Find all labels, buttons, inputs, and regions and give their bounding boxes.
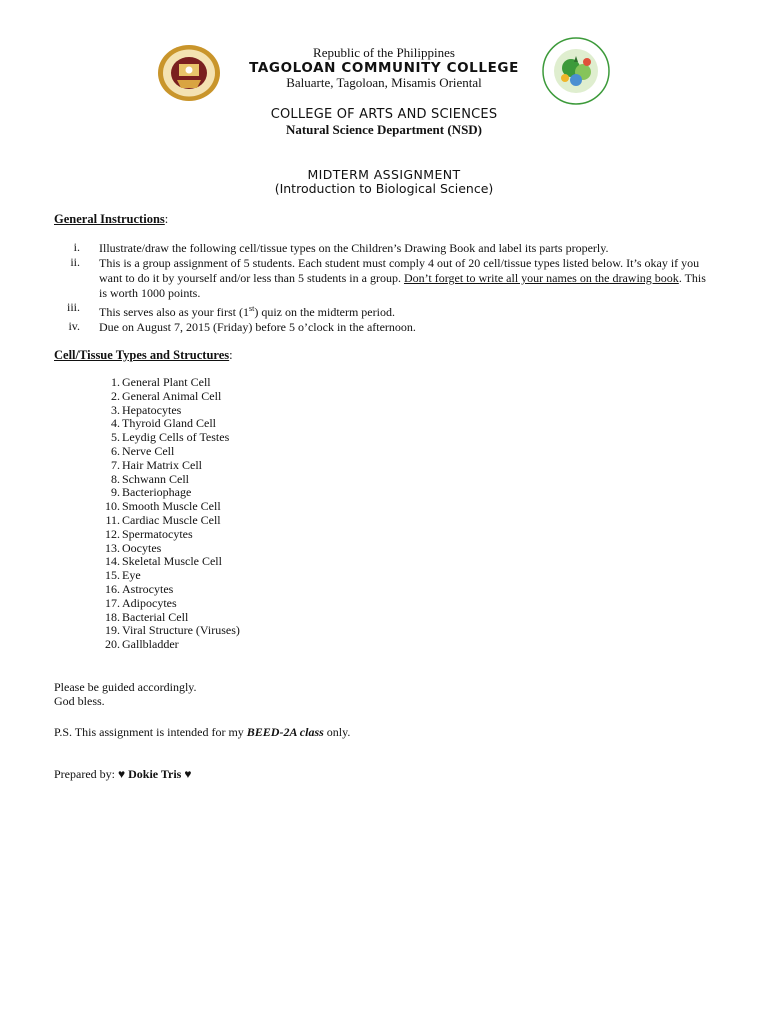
cell-type-item [98,514,240,528]
cell-type-item [98,390,240,404]
cell-type-label: Cardiac Muscle Cell [122,512,221,527]
cell-type-label: Eye [122,568,141,583]
college-of-arts: COLLEGE OF ARTS AND SCIENCES [270,107,498,122]
cell-types-list [98,376,240,652]
cell-type-label: Hepatocytes [122,402,182,417]
cell-type-number: 18. [105,609,120,624]
cell-type-label: Smooth Muscle Cell [122,499,221,514]
cell-type-item [98,445,240,459]
cell-type-number: 6. [111,443,120,458]
cell-type-number: 2. [111,388,120,403]
instruction-number: iii. [66,300,80,314]
ps-suffix: only. [323,725,351,739]
closing-line: God bless. [54,693,105,708]
instruction-item [54,241,714,256]
instructions-heading-colon: : [164,212,169,226]
cell-type-item [98,555,240,569]
prepared-by-label: Prepared by: [54,767,118,781]
cell-type-item [98,473,240,487]
ps-prefix: P.S. This assignment is intended for my [54,725,247,739]
cell-type-item [98,417,240,431]
college-address: Baluarte, Tagoloan, Misamis Oriental [286,75,482,91]
cell-type-label: General Plant Cell [122,375,211,389]
college-name: TAGOLOAN COMMUNITY COLLEGE [249,59,519,76]
instruction-text-part: . This is worth 1000 points. [99,271,706,300]
cell-type-label: Bacterial Cell [122,609,189,624]
instruction-number: ii. [70,255,80,269]
prepared-by [54,768,191,782]
cell-type-number: 17. [105,595,120,610]
instruction-text: Due on August 7, 2015 (Friday) before 5 o’clock in the afternoon. [99,320,416,334]
closing-block [54,681,197,709]
cell-type-item [98,431,240,445]
cell-type-number: 12. [105,526,120,541]
instruction-text-part: This serves also as your first (1 [99,305,249,319]
cell-type-item [98,376,240,390]
cell-type-label: Viral Structure (Viruses) [122,623,240,638]
instructions-list [54,241,714,335]
cell-type-label: Spermatocytes [122,526,193,541]
cell-type-item [98,542,240,556]
cells-heading-text: Cell/Tissue Types and Structures [54,348,230,362]
department-name: Natural Science Department (NSD) [285,121,483,137]
cell-type-number: 10. [105,499,120,514]
assignment-subtitle: (Introduction to Biological Science) [274,181,494,197]
cell-type-item [98,459,240,473]
cell-type-number: 15. [105,568,120,583]
department-block [0,108,768,138]
cells-heading [54,348,233,362]
cell-type-label: Astrocytes [122,581,174,596]
closing-line: Please be guided accordingly. [54,680,197,694]
cell-type-number: 14. [105,554,120,569]
cell-type-number: 1. [111,375,120,389]
cell-type-item [98,486,240,500]
cell-type-number: 13. [105,540,120,555]
cell-type-number: 7. [111,457,120,472]
cell-type-number: 9. [111,485,120,500]
cell-type-label: Oocytes [122,540,162,555]
cells-heading-colon: : [229,348,233,362]
cell-type-number: 8. [111,471,120,486]
cell-type-label: Schwann Cell [122,471,189,486]
cell-type-item [98,611,240,625]
cell-type-number: 4. [111,416,120,431]
cell-type-item [98,638,240,652]
cell-type-number: 16. [105,581,120,596]
cell-type-label: Thyroid Gland Cell [122,416,216,431]
cell-type-label: General Animal Cell [122,388,222,403]
assignment-title-block [0,168,768,197]
superscript-st: st [248,304,255,313]
republic-line: Republic of the Philippines [313,45,455,60]
instruction-number: iv. [68,319,80,333]
cell-type-number: 5. [111,430,120,445]
cell-type-item [98,528,240,542]
cell-type-item [98,569,240,583]
instruction-item [54,301,714,320]
cell-type-item [98,597,240,611]
cell-type-label: Hair Matrix Cell [122,457,202,472]
cell-type-item [98,624,240,638]
cell-type-item [98,404,240,418]
instruction-text-part: ) quiz on the midterm period. [254,305,395,319]
assignment-title: MIDTERM ASSIGNMENT [307,167,461,182]
cell-type-number: 19. [105,623,120,638]
class-name: BEED-2A class [246,725,324,739]
cell-type-number: 20. [105,637,120,652]
cell-type-label: Leydig Cells of Testes [122,430,230,445]
cell-type-number: 3. [111,402,120,417]
instruction-text [99,301,714,320]
postscript [54,726,350,740]
instruction-item [54,320,714,335]
instructions-heading-text: General Instructions [54,212,165,226]
instruction-underlined-text: Don’t forget to write all your names on the drawing book [403,271,679,285]
cell-type-label: Adipocytes [122,595,177,610]
instruction-text [99,256,714,301]
instruction-text: Illustrate/draw the following cell/tissue types on the Children’s Drawing Book and label its parts properly. [99,241,609,255]
cell-type-label: Nerve Cell [122,443,175,458]
cell-type-number: 11. [105,512,120,527]
instructions-heading [54,212,168,226]
instruction-item [54,256,714,301]
instruction-number: i. [73,240,80,254]
instruction-text-part: This is a group assignment of 5 students. Each student must comply 4 out of 20 cell/tissue types listed below. It’s okay if you want to do it by yourself and/or less than 5 students in a group. [99,256,700,285]
cell-type-label: Bacteriophage [122,485,192,500]
letterhead [0,46,768,91]
cell-type-item [98,500,240,514]
author-name: ♥ Dokie Tris ♥ [117,767,192,781]
cell-type-item [98,583,240,597]
cell-type-label: Skeletal Muscle Cell [122,554,222,569]
cell-type-label: Gallbladder [122,637,179,652]
